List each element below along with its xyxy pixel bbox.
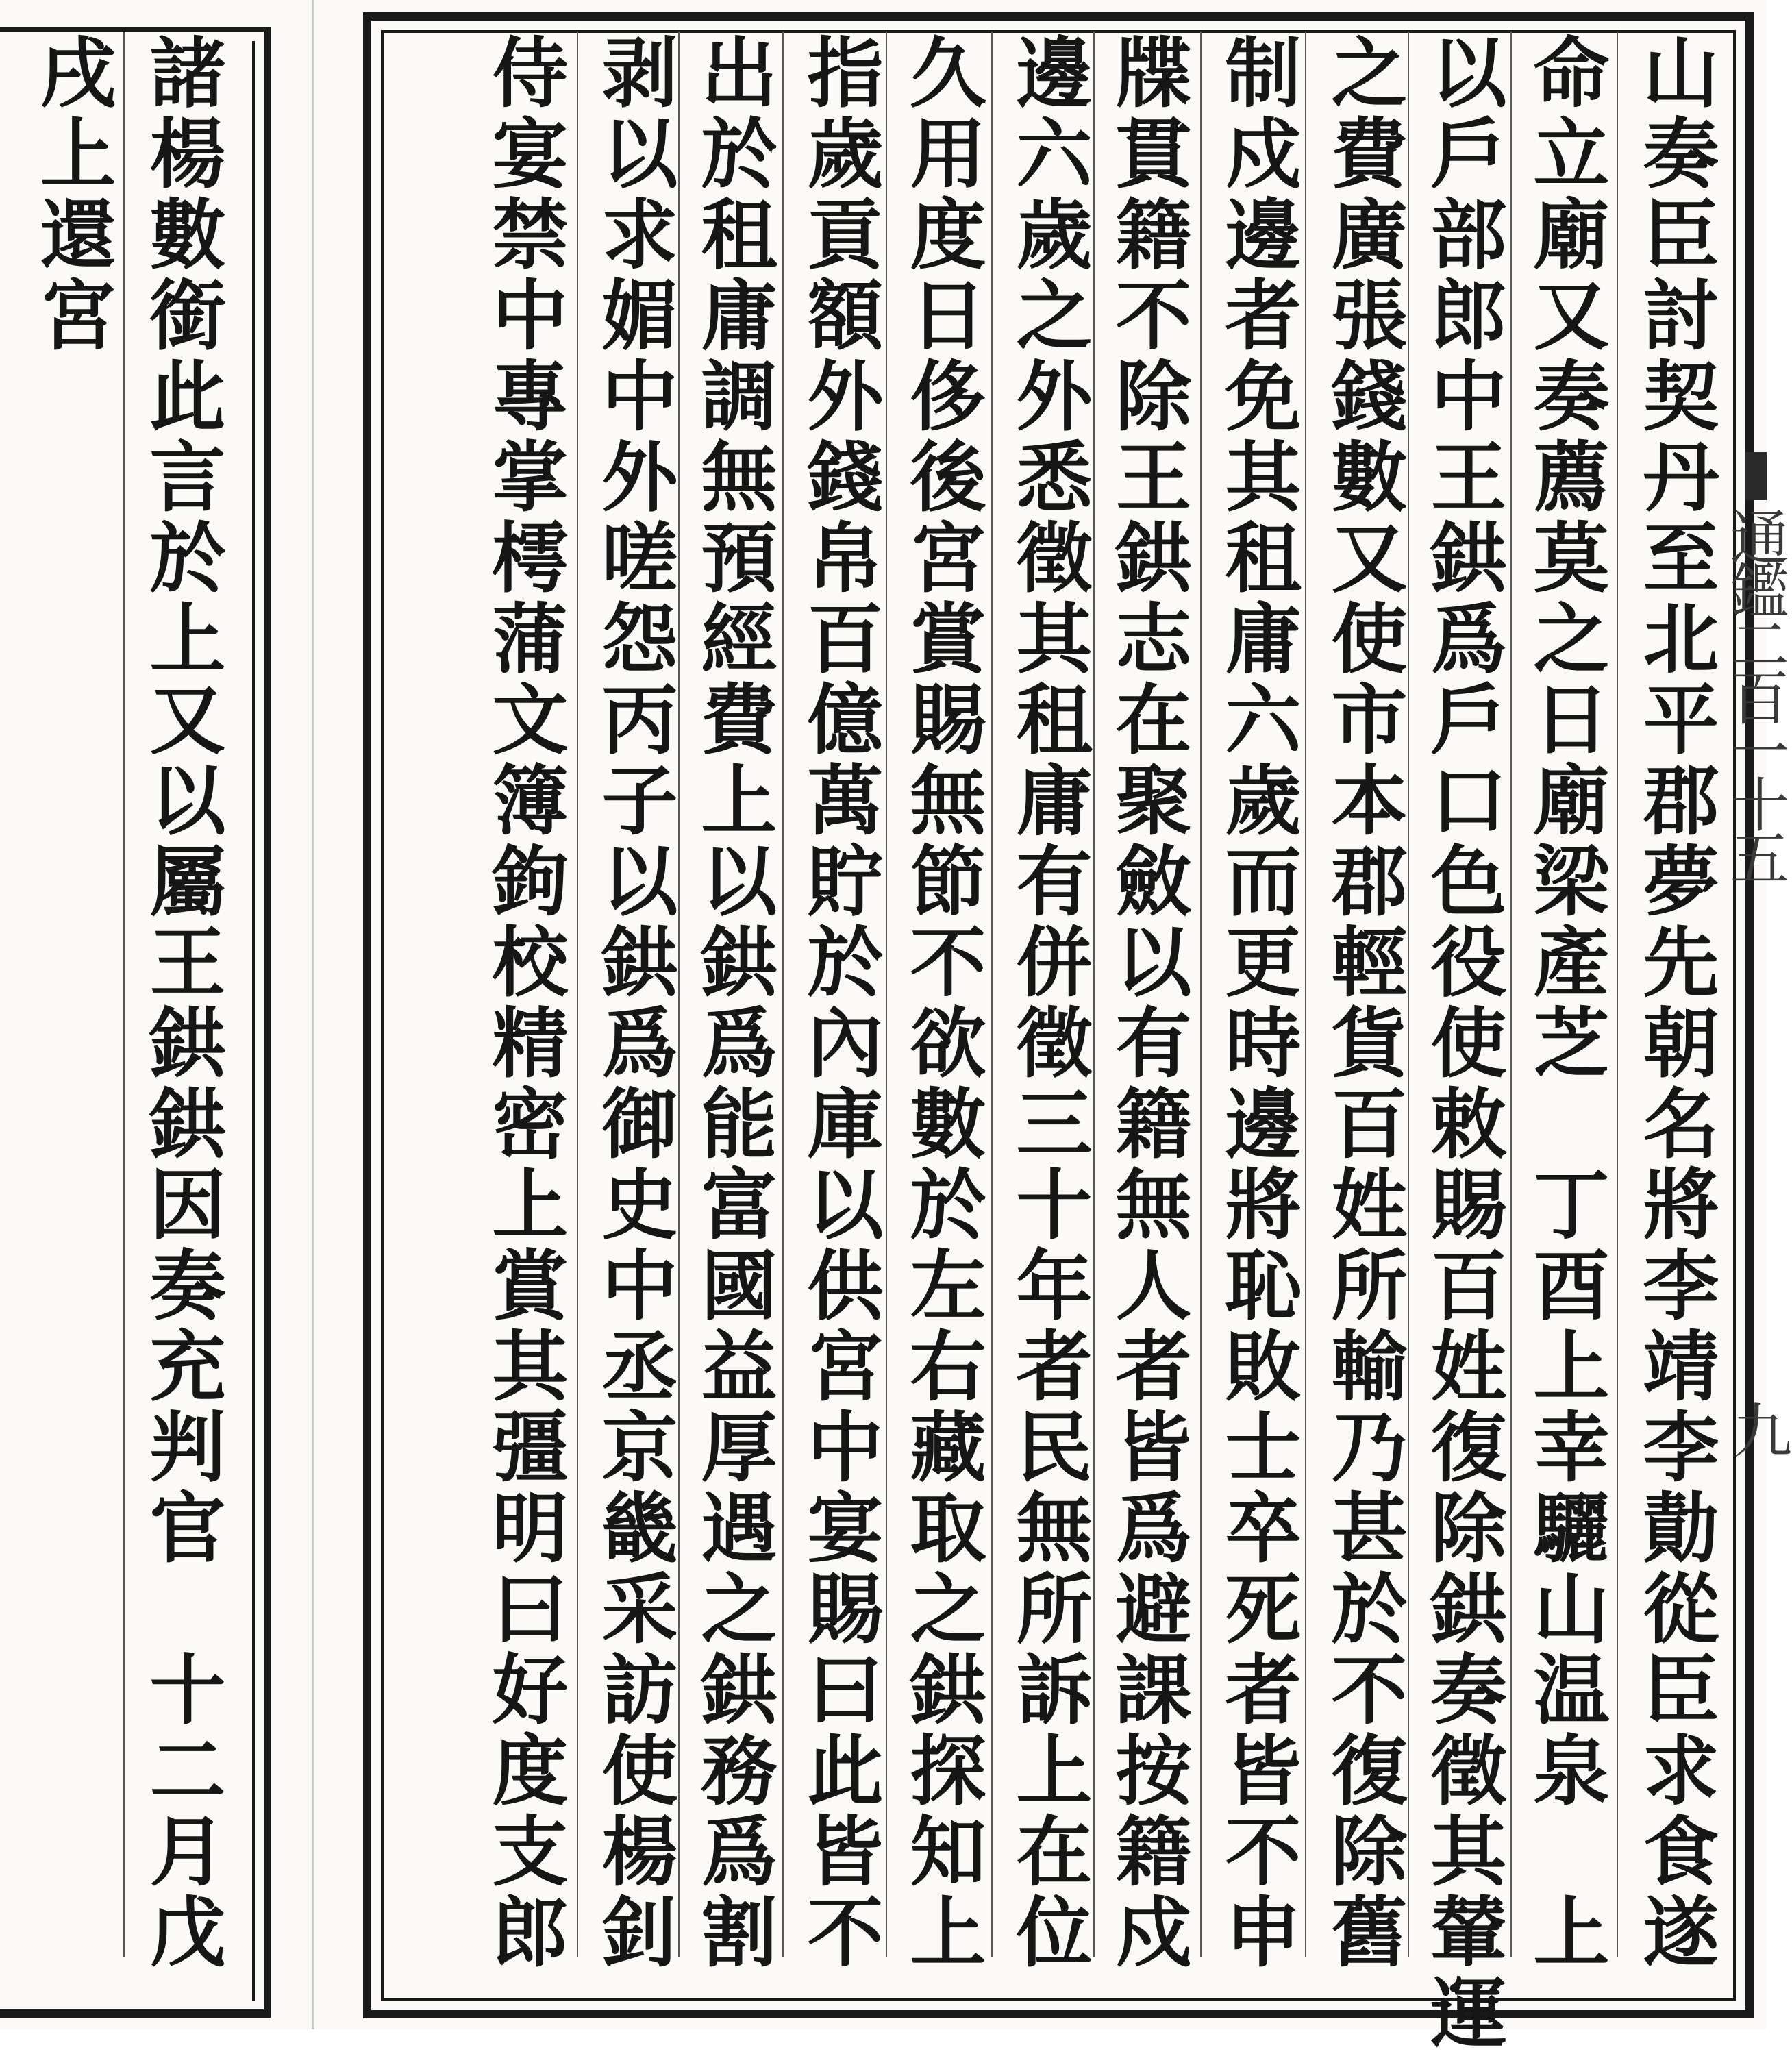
text-column-3: 以戶部郎中王鉷爲戶口色役使敕賜百姓復除鉷奏徵其輦運 xyxy=(1417,33,1506,2054)
text-column-6: 牒貫籍不除王鉷志在聚斂以有籍無人者皆爲避課按籍戍 xyxy=(1102,33,1191,1973)
margin-volume-label: 通鑑二百一十五 xyxy=(1720,507,1789,881)
left-column-rule xyxy=(123,32,125,1957)
text-column-7: 邊六歲之外悉徵其租庸有併徵三十年者民無所訴上在位 xyxy=(1003,33,1092,1973)
left-column-1: 諸楊數銜此言於上又以屬王鉷鉷因奏充判官 十二月戊 xyxy=(136,33,225,1973)
book-gutter xyxy=(312,0,314,2029)
text-column-5: 制戍邊者免其租庸六歲而更時邊將恥敗士卒死者皆不申 xyxy=(1212,33,1301,1973)
margin-tab xyxy=(1745,452,1767,500)
column-rule xyxy=(1408,32,1409,1957)
column-rule xyxy=(577,32,578,1957)
column-rule xyxy=(1617,32,1618,1957)
column-rule xyxy=(1510,32,1512,1957)
text-column-9: 指歲貢額外錢帛百億萬貯於內庫以供宮中宴賜曰此皆不 xyxy=(794,33,883,1973)
column-rule xyxy=(678,32,680,1957)
column-rule xyxy=(782,32,784,1957)
margin-page-mark: 九 xyxy=(1733,1398,1792,1466)
text-column-2: 命立廟又奏薦莫之日廟梁產芝 丁酉上幸驪山温泉 上 xyxy=(1520,33,1609,1973)
column-rule xyxy=(991,32,993,1957)
text-column-10: 出於租庸調無預經費上以鉷爲能富國益厚遇之鉷務爲割 xyxy=(688,33,777,1973)
text-column-4: 之費廣張錢數又使市本郡輕貨百姓所輸乃甚於不復除舊 xyxy=(1318,33,1407,1973)
left-column-2: 戌上還宮 xyxy=(27,33,116,356)
text-column-12: 侍宴禁中專掌樗蒲文簿鉤校精密上賞其彊明曰好度支郎 xyxy=(479,33,568,1973)
text-column-1: 山奏臣討契丹至北平郡夢先朝名將李靖李勣從臣求食遂 xyxy=(1630,33,1719,1973)
text-column-11: 剥以求媚中外嗟怨丙子以鉷爲御史中丞京畿采訪使楊釗 xyxy=(588,33,677,1973)
column-rule xyxy=(1200,32,1202,1957)
column-rule xyxy=(1093,32,1095,1957)
text-column-8: 久用度日侈後宮賞賜無節不欲數於左右藏取之鉷探知上 xyxy=(897,33,986,1973)
column-rule xyxy=(886,32,887,1957)
column-rule xyxy=(1305,32,1306,1957)
